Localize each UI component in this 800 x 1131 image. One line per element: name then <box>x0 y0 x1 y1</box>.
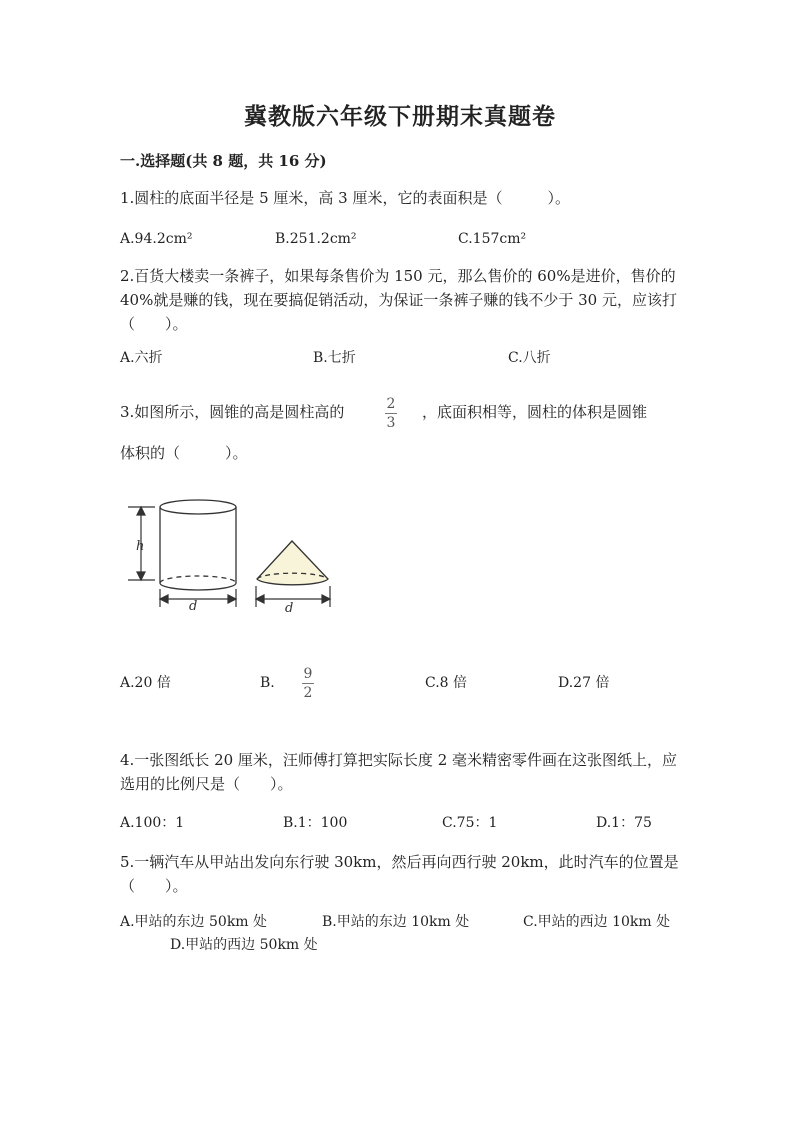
cone-shape <box>257 541 328 585</box>
q1-option-c[interactable]: C.157cm² <box>458 231 527 247</box>
question-3-text-line2: 体积的（ ）。 <box>120 444 248 462</box>
cone-diameter-label: d <box>285 601 294 616</box>
question-4-text: 4.一张图纸长 20 厘米，汪师傅打算把实际长度 2 毫米精密零件画在这张图纸上，应选用的比例尺是（ ）。 <box>120 751 678 793</box>
q5-option-c[interactable]: C.甲站的西边 10km 处 <box>523 914 671 930</box>
q3-option-a[interactable]: A.20 倍 <box>120 675 171 691</box>
cylinder-cone-figure <box>125 495 340 620</box>
height-label: h <box>136 539 145 554</box>
question-5-text: 5.一辆汽车从甲站出发向东行驶 30km，然后再向西行驶 20km，此时汽车的位置是（ ）。 <box>120 853 679 895</box>
q4-option-b[interactable]: B.1：100 <box>283 815 348 831</box>
q5-option-a[interactable]: A.甲站的东边 50km 处 <box>120 914 268 930</box>
q3-option-b-bar <box>302 683 314 684</box>
q1-option-b[interactable]: B.251.2cm² <box>275 231 357 247</box>
q5-option-d[interactable]: D.甲站的西边 50km 处 <box>170 937 318 953</box>
q3-option-c[interactable]: C.8 倍 <box>425 675 468 691</box>
q1-option-a[interactable]: A.94.2cm² <box>120 231 193 247</box>
q4-option-d[interactable]: D.1：75 <box>596 815 652 831</box>
q3-fraction-denominator: 3 <box>386 415 396 431</box>
q4-option-a[interactable]: A.100：1 <box>120 815 185 831</box>
page-title: 冀教版六年级下册期末真题卷 <box>244 103 556 130</box>
q2-option-a[interactable]: A.六折 <box>120 350 163 366</box>
q3-option-d[interactable]: D.27 倍 <box>558 675 610 691</box>
question-2-text: 2.百货大楼卖一条裤子，如果每条售价为 150 元，那么售价的 60%是进价，售价的 40%就是赚的钱，现在要搞促销活动，为保证一条裤子赚的钱不少于 30 元，应该打（ ）。 <box>120 267 677 333</box>
q3-option-b-numerator: 9 <box>303 666 313 682</box>
cylinder-shape <box>160 500 236 590</box>
q3-fraction-numerator: 2 <box>386 396 396 412</box>
cylinder-diameter-label: d <box>189 599 198 614</box>
q5-option-b[interactable]: B.甲站的东边 10km 处 <box>322 914 470 930</box>
cylinder-diameter-marker <box>160 589 236 607</box>
section-heading: 一.选择题(共 8 题，共 16 分) <box>120 152 327 170</box>
q3-option-b-denominator: 2 <box>303 685 313 701</box>
q2-option-b[interactable]: B.七折 <box>313 350 356 366</box>
q3-fraction <box>385 396 397 431</box>
question-3-text-end: ，底面积相等，圆柱的体积是圆锥 <box>422 403 648 421</box>
q3-option-b-fraction <box>302 666 314 701</box>
q3-option-b[interactable]: B. <box>260 675 275 691</box>
q2-option-c[interactable]: C.八折 <box>508 350 551 366</box>
q3-fraction-bar <box>385 413 397 414</box>
question-3-text-start: 3.如图所示，圆锥的高是圆柱高的 <box>120 403 345 421</box>
q4-option-c[interactable]: C.75：1 <box>442 815 498 831</box>
question-1-text: 1.圆柱的底面半径是 5 厘米，高 3 厘米，它的表面积是（ ）。 <box>120 189 570 207</box>
